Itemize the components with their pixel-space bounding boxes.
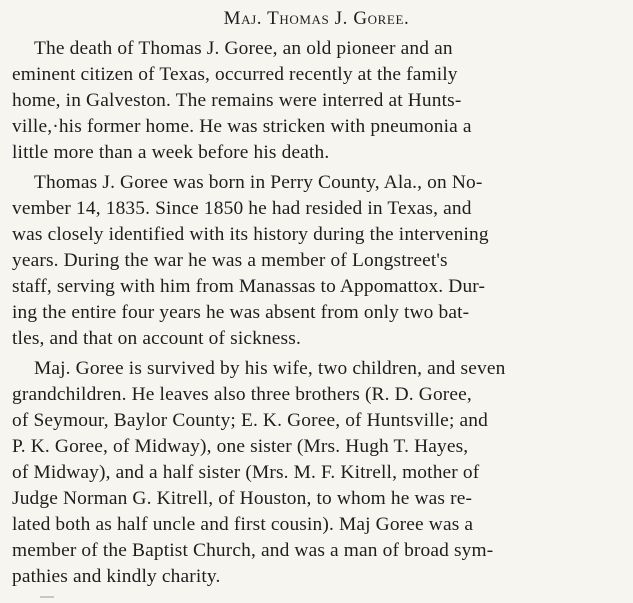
paragraph-2-line-6: ing the entire four years he was absent from only two bat- bbox=[12, 302, 470, 323]
paragraph-1-line-5: little more than a week before his death. bbox=[12, 142, 330, 163]
paragraph-2-line-1: Thomas J. Goree was born in Perry County, Ala., on No- bbox=[34, 172, 483, 193]
paragraph-3-line-7: lated both as half uncle and first cousin). Maj Goree was a bbox=[12, 514, 474, 535]
paragraph-2-line-3: was closely identified with its history during the intervening bbox=[12, 224, 489, 245]
article-title: Maj. Thomas J. Goree. bbox=[223, 8, 410, 29]
paragraph-1-line-4: ville,·his former home. He was stricken with pneumonia a bbox=[12, 116, 472, 137]
paragraph-2-line-2: vember 14, 1835. Since 1850 he had resided in Texas, and bbox=[12, 198, 472, 219]
paragraph-3-line-2: grandchildren. He leaves also three brothers (R. D. Goree, bbox=[12, 384, 472, 405]
paragraph-1-line-1: The death of Thomas J. Goree, an old pioneer and an bbox=[34, 38, 453, 59]
paragraph-3-line-6: Judge Norman G. Kitrell, of Houston, to whom he was re- bbox=[12, 488, 473, 509]
paragraph-1-line-3: home, in Galveston. The remains were interred at Hunts- bbox=[12, 90, 462, 111]
paragraph-2-line-7: tles, and that on account of sickness. bbox=[12, 328, 301, 349]
paragraph-3-line-4: P. K. Goree, of Midway), one sister (Mrs. Hugh T. Hayes, bbox=[12, 436, 469, 457]
paragraph-2-line-5: staff, serving with him from Manassas to Appomattox. Dur- bbox=[12, 276, 486, 297]
paragraph-1-line-2: eminent citizen of Texas, occurred recently at the family bbox=[12, 64, 458, 85]
paragraph-3-line-5: of Midway), and a half sister (Mrs. M. F. Kitrell, mother of bbox=[12, 462, 480, 483]
paragraph-3-line-3: of Seymour, Baylor County; E. K. Goree, of Huntsville; and bbox=[12, 410, 488, 431]
paragraph-2-line-4: years. During the war he was a member of Longstreet's bbox=[12, 250, 448, 271]
paragraph-3-line-1: Maj. Goree is survived by his wife, two children, and seven bbox=[34, 358, 506, 379]
paragraph-3-line-9: pathies and kindly charity. bbox=[12, 566, 221, 587]
paragraph-3-line-8: member of the Baptist Church, and was a man of broad sym- bbox=[12, 540, 494, 561]
scan-artifact-mark bbox=[40, 596, 54, 601]
